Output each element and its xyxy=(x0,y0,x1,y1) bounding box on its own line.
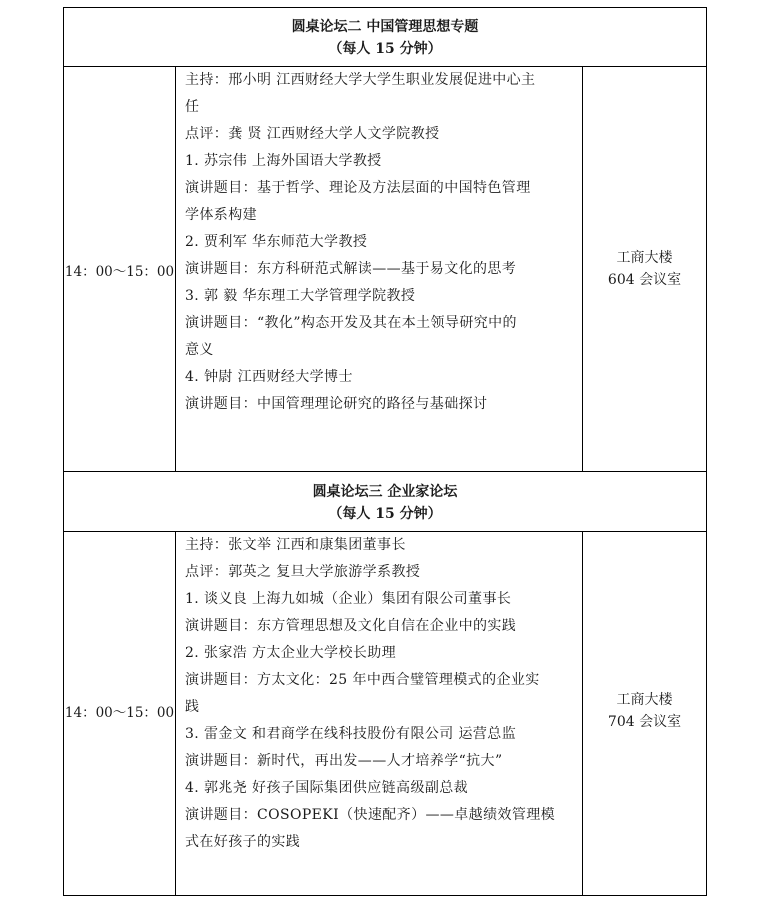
forum2-line: 4. 钟尉 江西财经大学博士 xyxy=(185,369,353,385)
forum2-line: 演讲题目：基于哲学、理论及方法层面的中国特色管理 xyxy=(185,180,531,196)
forum2-line: 3. 郭 毅 华东理工大学管理学院教授 xyxy=(185,288,416,304)
forum2-subtitle: （每人 15 分钟） xyxy=(328,41,442,57)
forum2-line: 意义 xyxy=(185,342,214,358)
forum2-lines xyxy=(185,67,574,418)
schedule-table xyxy=(63,7,707,896)
forum3-room-building: 工商大楼 xyxy=(616,692,673,708)
forum3-header xyxy=(64,472,706,532)
forum3-line: 4. 郭兆尧 好孩子国际集团供应链高级副总裁 xyxy=(185,780,469,796)
forum3-line: 3. 雷金文 和君商学在线科技股份有限公司 运营总监 xyxy=(185,726,517,742)
forum2-line: 演讲题目：“教化”构态开发及其在本土领导研究中的 xyxy=(185,315,517,331)
forum3-room-cell xyxy=(582,532,706,895)
forum3-line: 演讲题目：新时代，再出发——人才培养学“抗大” xyxy=(185,753,503,769)
forum3-line: 践 xyxy=(185,699,200,715)
forum2-header xyxy=(64,8,706,67)
forum3-line: 点评：郭英之 复旦大学旅游学系教授 xyxy=(185,564,421,580)
forum2-room-building: 工商大楼 xyxy=(616,250,673,266)
forum3-line: 演讲题目：东方管理思想及文化自信在企业中的实践 xyxy=(185,618,517,634)
forum2-line: 任 xyxy=(185,99,200,115)
forum2-time: 14：00～15：00 xyxy=(64,264,175,280)
forum3-time: 14：00～15：00 xyxy=(64,705,175,721)
forum3-title: 圆桌论坛三 企业家论坛 xyxy=(312,484,458,500)
forum3-row xyxy=(64,532,706,895)
forum2-room-cell xyxy=(582,67,706,471)
forum2-time-cell xyxy=(64,67,176,471)
forum3-line: 式在好孩子的实践 xyxy=(185,834,301,850)
forum3-line: 2. 张家浩 方太企业大学校长助理 xyxy=(185,645,397,661)
forum3-time-cell xyxy=(64,532,176,895)
forum3-line: 1. 谈义良 上海九如城（企业）集团有限公司董事长 xyxy=(185,591,512,607)
forum2-line: 点评：龚 贤 江西财经大学人文学院教授 xyxy=(185,126,440,142)
forum2-title: 圆桌论坛二 中国管理思想专题 xyxy=(291,19,479,35)
forum3-room-number: 704 会议室 xyxy=(607,714,682,730)
forum3-subtitle: （每人 15 分钟） xyxy=(328,506,442,522)
forum3-line: 主持：张文举 江西和康集团董事长 xyxy=(185,537,406,553)
forum3-content-cell xyxy=(176,532,582,895)
forum3-line: 演讲题目：COSOPEKI（快速配齐）——卓越绩效管理模 xyxy=(185,807,556,823)
forum2-line: 演讲题目：东方科研范式解读——基于易文化的思考 xyxy=(185,261,517,277)
forum2-line: 2. 贾利军 华东师范大学教授 xyxy=(185,234,368,250)
forum2-room-number: 604 会议室 xyxy=(607,272,682,288)
forum2-line: 学体系构建 xyxy=(185,207,257,223)
forum2-content-cell xyxy=(176,67,582,471)
forum3-line: 演讲题目：方太文化：25 年中西合璧管理模式的企业实 xyxy=(185,672,540,688)
forum2-line: 主持：邢小明 江西财经大学大学生职业发展促进中心主 xyxy=(185,72,536,88)
forum2-row xyxy=(64,67,706,472)
forum2-line: 演讲题目：中国管理理论研究的路径与基础探讨 xyxy=(185,396,488,412)
forum2-line: 1. 苏宗伟 上海外国语大学教授 xyxy=(185,153,382,169)
forum3-lines xyxy=(185,532,574,856)
